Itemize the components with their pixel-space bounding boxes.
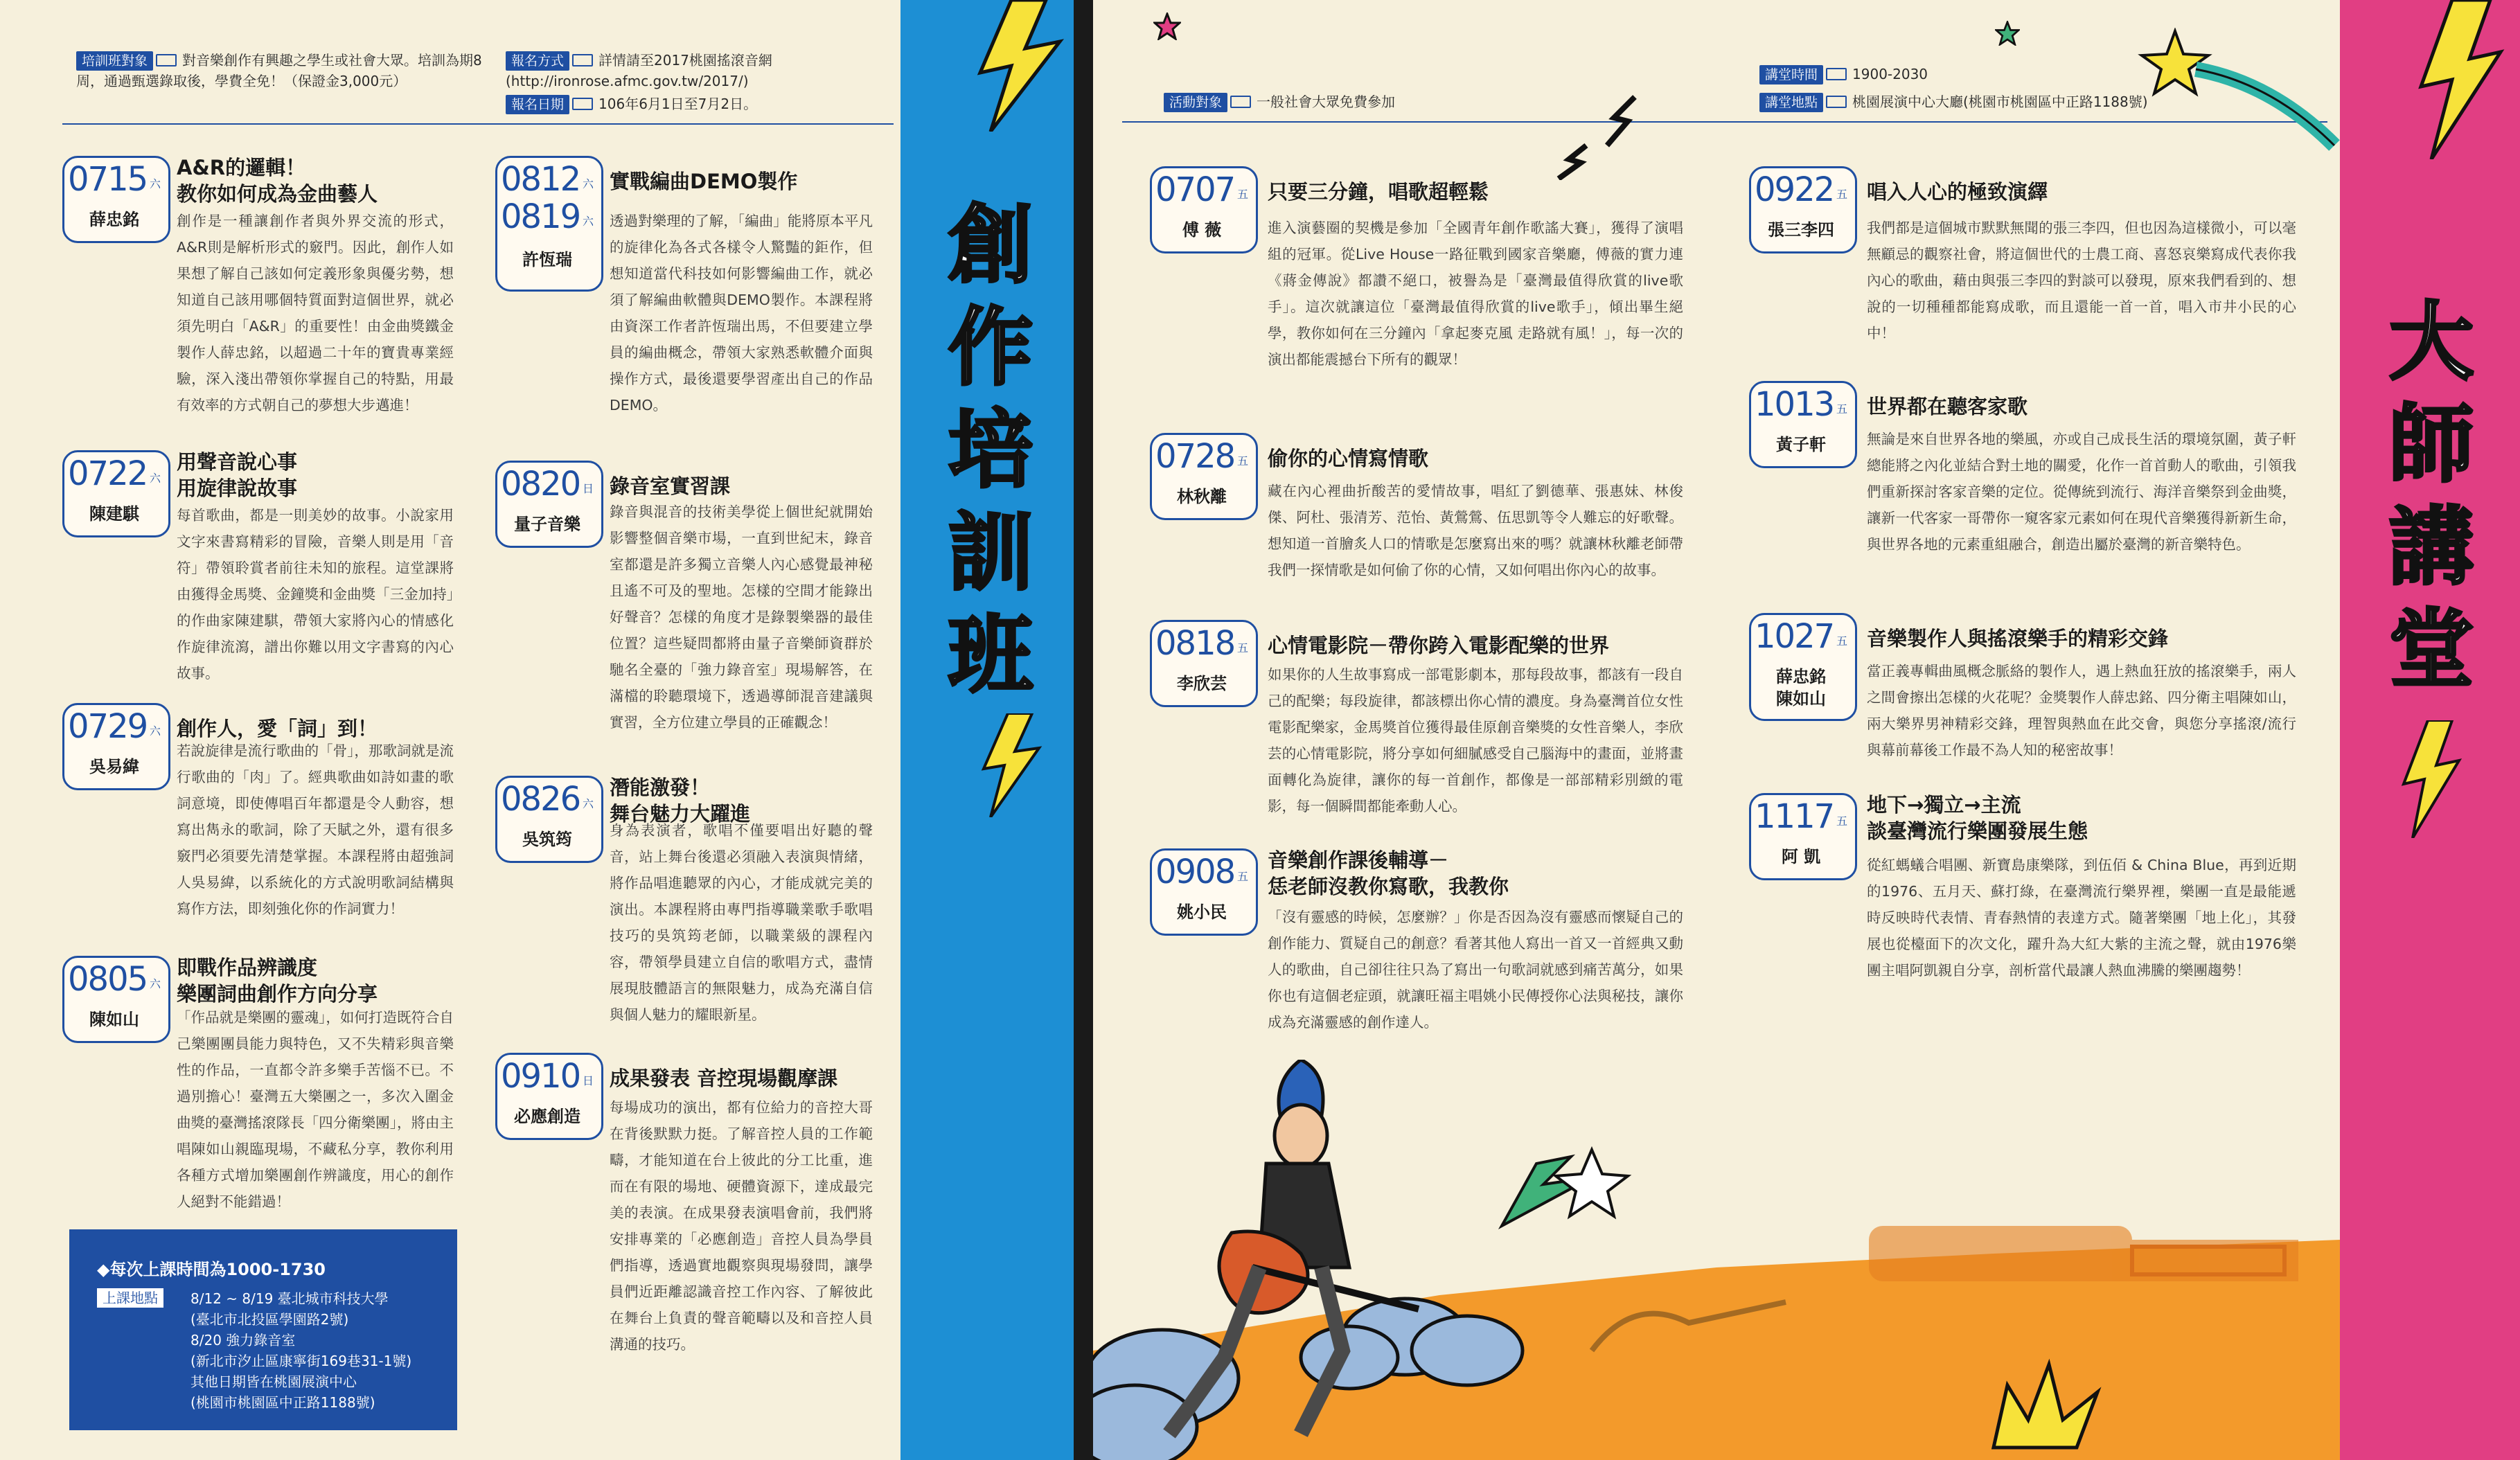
lightning-small-icon	[1531, 90, 1642, 180]
signup-text: 詳情請至2017桃園搖滾音網 (http://ironrose.afmc.gov.tw/2017/)	[506, 52, 772, 89]
session-description: 從紅螞蟻合唱團、新寶島康樂隊，到伍佰 & China Blue，再到近期的1976、五月天、蘇打綠，在臺灣流行樂界裡，樂團一直是最能遞時反映時代表情、青春熱情的表達方式。隨著樂團「地上化」，其發展也從檯面下的次文化，躍升為大紅大紫的主流之聲，就由1976樂團主唱阿凱親自分享，剖析當代最讓人熱血沸騰的樂團趨勢！	[1867, 857, 2296, 979]
speaker-name: 林秋離	[1177, 487, 1227, 506]
speaker-name: 李欣芸	[1177, 674, 1227, 693]
weekday-label: 六	[150, 724, 161, 738]
session-description: 錄音與混音的技術美學從上個世紀就開始影響整個音樂市場，一直到世紀末，錄音室都還是許多獨立音樂人內心感覺最神秘且遙不可及的聖地。怎樣的空間才能錄出好聲音？怎樣的角度才是錄製樂器的最佳位置？這些疑問都將由量子音樂師資群於馳名全臺的「強力錄音室」現場解答，在滿檔的聆聽環境下，透過導師混音建議與實習，全方位建立學員的正確觀念！	[610, 504, 873, 731]
weekday-label: 五	[1237, 188, 1249, 201]
speaker-name: 傅 薇	[1182, 220, 1222, 240]
weekday-label: 五	[1237, 454, 1249, 468]
speaker-name: 姚小民	[1177, 902, 1227, 922]
session-description: 「沒有靈感的時候，怎麼辦？」你是否因為沒有靈感而懷疑自己的創作能力、質疑自己的創意？看著其他人寫出一首又一首經典又動人的歌曲，自己卻往往只為了寫出一句歌詞就感到痛苦萬分，如果你也有這個老症頭，就讓旺福主唱姚小民傳授你心法與秘技，讓你成為充滿靈感的創作達人。	[1268, 909, 1683, 1031]
weekday-label: 日	[583, 482, 594, 495]
section-title-training: 創 作 培 訓 班	[948, 196, 1033, 704]
session-title: 創作人，愛「詞」到！	[177, 717, 378, 740]
session-date: 0728	[1155, 437, 1235, 476]
signup-date-tag: 報名日期	[506, 95, 569, 114]
lecture-place-text: 桃園展演中心大廳(桃園市桃園區中正路1188號)	[1852, 94, 2148, 110]
center-gutter	[1074, 0, 1093, 1460]
weekday-label: 五	[1836, 402, 1848, 416]
weekday-label: 五	[1237, 870, 1249, 883]
signup-date-info	[506, 94, 880, 114]
session-date: 1013	[1755, 385, 1834, 424]
class-place-line: 8/12 ~ 8/19 臺北城市科技大學	[190, 1290, 389, 1307]
signup-tag: 報名方式	[506, 51, 569, 71]
lecture-time-text: 1900-2030	[1852, 66, 1928, 82]
session-date: 0922	[1755, 170, 1834, 209]
class-place-line: 8/20 強力錄音室	[190, 1332, 296, 1348]
session-date-2: 0819	[501, 197, 580, 236]
signup-info	[506, 50, 880, 91]
session-date: 0715	[68, 160, 148, 199]
weekday-label-2: 六	[583, 215, 594, 228]
speaker-name: 阿 凱	[1781, 847, 1821, 866]
session-description: 無論是來自世界各地的樂風，亦或自己成長生活的環境氛圍，黃子軒總能將之內化並結合對土地的關愛，化作一首首動人的歌曲，引領我們重新探討客家音樂的定位。從傳統到流行、海洋音樂祭到金曲獎，讓新一代客家一哥帶你一窺客家元素如何在現代音樂獲得新新生命，與世界各地的元素重組融合，創造出屬於臺灣的新音樂特色。	[1867, 431, 2296, 553]
hand-icon	[1826, 96, 1847, 108]
speaker-name: 張三李四	[1768, 220, 1834, 240]
session-date: 0722	[68, 454, 148, 493]
lightning-icon	[963, 0, 1067, 132]
class-place-tag: 上課地點	[97, 1288, 163, 1308]
weekday-label: 五	[1836, 634, 1848, 648]
lightning-icon	[2393, 720, 2463, 838]
hand-icon	[156, 54, 177, 66]
speaker-name: 吳筑筠	[522, 830, 572, 849]
weekday-label: 六	[150, 177, 161, 190]
session-date: 0908	[1155, 853, 1235, 891]
class-time: ◆每次上課時間為1000-1730	[97, 1260, 326, 1279]
session-description: 「作品就是樂團的靈魂」，如何打造既符合自己樂團團員能力與特色，又不失精彩與音樂性的作品，一直都令許多樂手苦惱不已。不過別擔心！臺灣五大樂團之一，多次入圍金曲獎的臺灣搖滾隊長「四分衛樂團」，將由主唱陳如山親臨現場，不藏私分享，教你利用各種方式增加樂團創作辨識度，用心的創作人絕對不能錯過！	[177, 1009, 454, 1210]
speaker-name: 黃子軒	[1776, 435, 1826, 454]
session-description: 每首歌曲，都是一則美妙的故事。小說家用文字來書寫精彩的冒險，音樂人則是用「音符」帶領聆賞者前往未知的旅程。這堂課將由獲得金馬獎、金鐘獎和金曲獎「三金加持」的作曲家陳建騏，帶領大家將內心的情感化作旋律流瀉，譜出你難以用文字書寫的內心故事。	[177, 507, 454, 682]
session-title: 世界都在聽客家歌	[1867, 395, 2028, 418]
lecture-place-tag: 講堂地點	[1759, 93, 1823, 112]
speaker-name: 必應創造	[514, 1107, 580, 1126]
session-description: 進入演藝圈的契機是參加「全國青年創作歌謠大賽」，獲得了演唱組的冠軍。從Live House一路征戰到國家音樂廳，傅薇的實力連《蔣金傳說》都讚不絕口，被譽為是「臺灣最值得欣賞的live歌手」。這次就讓這位「臺灣最值得欣賞的live歌手」，傾出畢生絕學，教你如何在三分鐘內「拿起麥克風 走路就有風！」，每一次的演出都能震撼台下所有的觀眾！	[1268, 220, 1683, 368]
session-title: 心情電影院－帶你跨入電影配樂的世界	[1268, 634, 1610, 657]
session-title: 成果發表 音控現場觀摩課	[610, 1067, 838, 1090]
hand-icon	[1230, 96, 1251, 108]
header-divider	[62, 123, 894, 125]
session-description: 創作是一種讓創作者與外界交流的形式，A&R則是解析形式的竅門。因此，創作人如果想了解自己該如何定義形象與優劣勢，想知道自己該用哪個特質面對這個世界，就必須先明白「A&R」的重要性！由金曲獎鐵金製作人薛忠銘，以超過二十年的寶貴專業經驗，深入淺出帶領你掌握自己的特點，用最有效率的方式朝自己的夢想大步邁進！	[177, 213, 454, 413]
speaker-name: 陳如山	[89, 1010, 139, 1029]
weekday-label: 五	[1836, 188, 1848, 201]
session-title: 用聲音說心事 用旋律說故事	[177, 450, 298, 500]
session-description: 若說旋律是流行歌曲的「骨」，那歌詞就是流行歌曲的「肉」了。經典歌曲如詩如畫的歌詞意境，即使傳唱百年都還是令人動容，想寫出雋永的歌詞，除了天賦之外，還有很多竅門必須要先清楚掌握。本課程將由超強詞人吳易緯，以系統化的方式說明歌詞結構與寫作方法，即刻強化你的作詞實力！	[177, 742, 454, 917]
session-date: 1027	[1755, 617, 1834, 656]
target-tag: 培訓班對象	[76, 51, 153, 71]
class-place-line: (臺北市北投區學園路2號)	[190, 1311, 349, 1328]
session-date: 0818	[1155, 624, 1235, 663]
speaker-name: 許恆瑞	[522, 250, 572, 269]
class-place-lines	[190, 1288, 411, 1413]
session-title: 音樂創作課後輔導－ 恁老師沒教你寫歌，我教你	[1268, 848, 1509, 898]
session-date: 0910	[501, 1057, 580, 1096]
signup-date-text: 106年6月1日至7月2日。	[598, 96, 758, 112]
class-info-box	[69, 1229, 457, 1430]
star-icon	[1153, 12, 1181, 40]
session-title: 即戰作品辨識度 樂團詞曲創作方向分享	[177, 956, 378, 1006]
session-description: 我們都是這個城市默默無聞的張三李四，但也因為這樣微小，可以毫無顧忌的觀察社會，將這個世代的士農工商、喜怒哀樂寫成代表你我內心的歌曲，藉由與張三李四的對談可以發現，原來我們看到的、想說的一切種種都能寫成歌，而且還能一首一首，唱入市井小民的心中！	[1867, 220, 2296, 341]
class-place-line: (新北市汐止區康寧街169巷31-1號)	[190, 1353, 412, 1369]
weekday-label: 五	[1836, 814, 1848, 828]
speaker-name: 薛忠銘	[1776, 667, 1826, 686]
session-title: 偷你的心情寫情歌	[1268, 447, 1429, 470]
session-description: 如果你的人生故事寫成一部電影劇本，那每段故事，都該有一段自己的配樂；每段旋律，都該標出你心情的濃度。身為臺灣首位女性電影配樂家，金馬獎首位獲得最佳原創音樂獎的女性音樂人，李欣芸的心情電影院，將分享如何細膩感受自己腦海中的畫面，並將畫面轉化為旋律，讓你的每一首創作，都像是一部部精彩別緻的電影，每一個瞬間都能牽動人心。	[1268, 666, 1683, 814]
header-divider	[1122, 121, 2327, 123]
weekday-label: 五	[1237, 641, 1249, 655]
session-date: 0707	[1155, 170, 1235, 209]
hand-icon	[1826, 68, 1847, 80]
session-date: 0820	[501, 465, 580, 504]
session-description: 身為表演者，歌唱不僅要唱出好聽的聲音，站上舞台後還必須融入表演與情緒，將作品唱進聽眾的內心，才能成就完美的演出。本課程將由專門指導職業歌手歌唱技巧的吳筑筠老師，以職業級的課程內容，帶領學員建立自信的歌唱方式，盡情展現肢體語言的無限魅力，成為充滿自信與個人魅力的耀眼新星。	[610, 822, 873, 1023]
session-title: 地下→獨立→主流 談臺灣流行樂團發展生態	[1867, 793, 2088, 843]
shooting-star-trail	[2189, 55, 2341, 152]
session-description: 藏在內心裡曲折酸苦的愛情故事，唱紅了劉德華、張惠妹、林俊傑、阿杜、張清芳、范怡、黃鶯鶯、伍思凱等令人難忘的好歌聲。想知道一首膾炙人口的情歌是怎麼寫出來的嗎？就讓林秋離老師帶我們一探情歌是如何偷了你的心情，又如何唱出你內心的故事。	[1268, 483, 1683, 578]
star-icon	[1995, 21, 2020, 46]
target-info	[76, 50, 506, 91]
session-date: 0826	[501, 780, 580, 819]
lightning-icon	[2404, 0, 2508, 159]
audience-tag: 活動對象	[1164, 93, 1227, 112]
target-text: 對音樂創作有興趣之學生或社會大眾。培訓為期8周，通過甄選錄取後，學費全免！（保證金3,000元）	[76, 52, 482, 89]
session-description: 當正義專輯曲風概念脈絡的製作人，遇上熱血狂放的搖滾樂手，兩人之間會擦出怎樣的火花呢？金獎製作人薛忠銘、四分衛主唱陳如山，兩大樂界男神精彩交鋒，理智與熱血在此交會，與您分享搖滾/流行與幕前幕後工作最不為人知的秘密故事！	[1867, 663, 2296, 758]
weekday-label: 日	[583, 1074, 594, 1087]
weekday-label: 六	[150, 977, 161, 990]
session-description: 每場成功的演出，都有位給力的音控大哥在背後默默力挺。了解音控人員的工作範疇，才能知道在台上彼此的分工比重，進而在有限的場地、硬體資源下，達成最完美的表演。在成果發表演唱會前，我們將安排專業的「必應創造」音控人員為學員們指導，透過實地觀察與現場發問，讓學員們近距離認識音控工作內容、了解彼此在舞台上負責的聲音範疇以及和音控人員溝通的技巧。	[610, 1099, 873, 1353]
lightning-icon	[970, 713, 1046, 817]
session-title: 唱入人心的極致演繹	[1867, 180, 2048, 204]
section-title-masterclass: 大 師 講 堂	[2389, 293, 2474, 699]
session-title: A&R的邏輯！ 教你如何成為金曲藝人	[177, 156, 378, 206]
weekday-label: 六	[150, 472, 161, 485]
weekday-label: 六	[583, 797, 594, 810]
session-date: 0729	[68, 707, 148, 746]
session-title: 音樂製作人與搖滾樂手的精彩交鋒	[1867, 627, 2169, 650]
weekday-label: 六	[583, 177, 594, 190]
hand-icon	[572, 98, 593, 110]
session-title: 潛能激發！ 舞台魅力大躍進	[610, 776, 751, 826]
class-place-line: (桃園市桃園區中正路1188號)	[190, 1394, 375, 1411]
speaker-name: 陳建騏	[89, 504, 139, 524]
guitarist-illustration	[1093, 1060, 2340, 1460]
speaker-name: 吳易緯	[89, 757, 139, 776]
speaker-name-2: 陳如山	[1776, 689, 1826, 709]
session-description: 透過對樂理的了解，「編曲」能將原本平凡的旋律化為各式各樣令人驚豔的鉅作，但想知道當代科技如何影響編曲工作，就必須了解編曲軟體與DEMO製作。本課程將由資深工作者許恆瑞出馬，不但要建立學員的編曲概念，帶領大家熟悉軟體介面與操作方式，最後還要學習產出自己的作品DEMO。	[610, 213, 873, 413]
hand-icon	[572, 54, 593, 66]
audience-text: 一般社會大眾免費參加	[1257, 94, 1396, 110]
class-place-line: 其他日期皆在桃園展演中心	[190, 1373, 357, 1390]
session-date: 0805	[68, 960, 148, 999]
session-title: 只要三分鐘，唱歌超輕鬆	[1268, 180, 1489, 204]
speaker-name: 量子音樂	[514, 515, 580, 534]
lecture-time-tag: 講堂時間	[1759, 65, 1823, 84]
session-date: 0812	[501, 160, 580, 199]
speaker-name: 薛忠銘	[89, 210, 139, 229]
session-date: 1117	[1755, 797, 1834, 836]
session-title: 錄音室實習課	[610, 474, 731, 498]
session-title: 實戰編曲DEMO製作	[610, 170, 798, 193]
